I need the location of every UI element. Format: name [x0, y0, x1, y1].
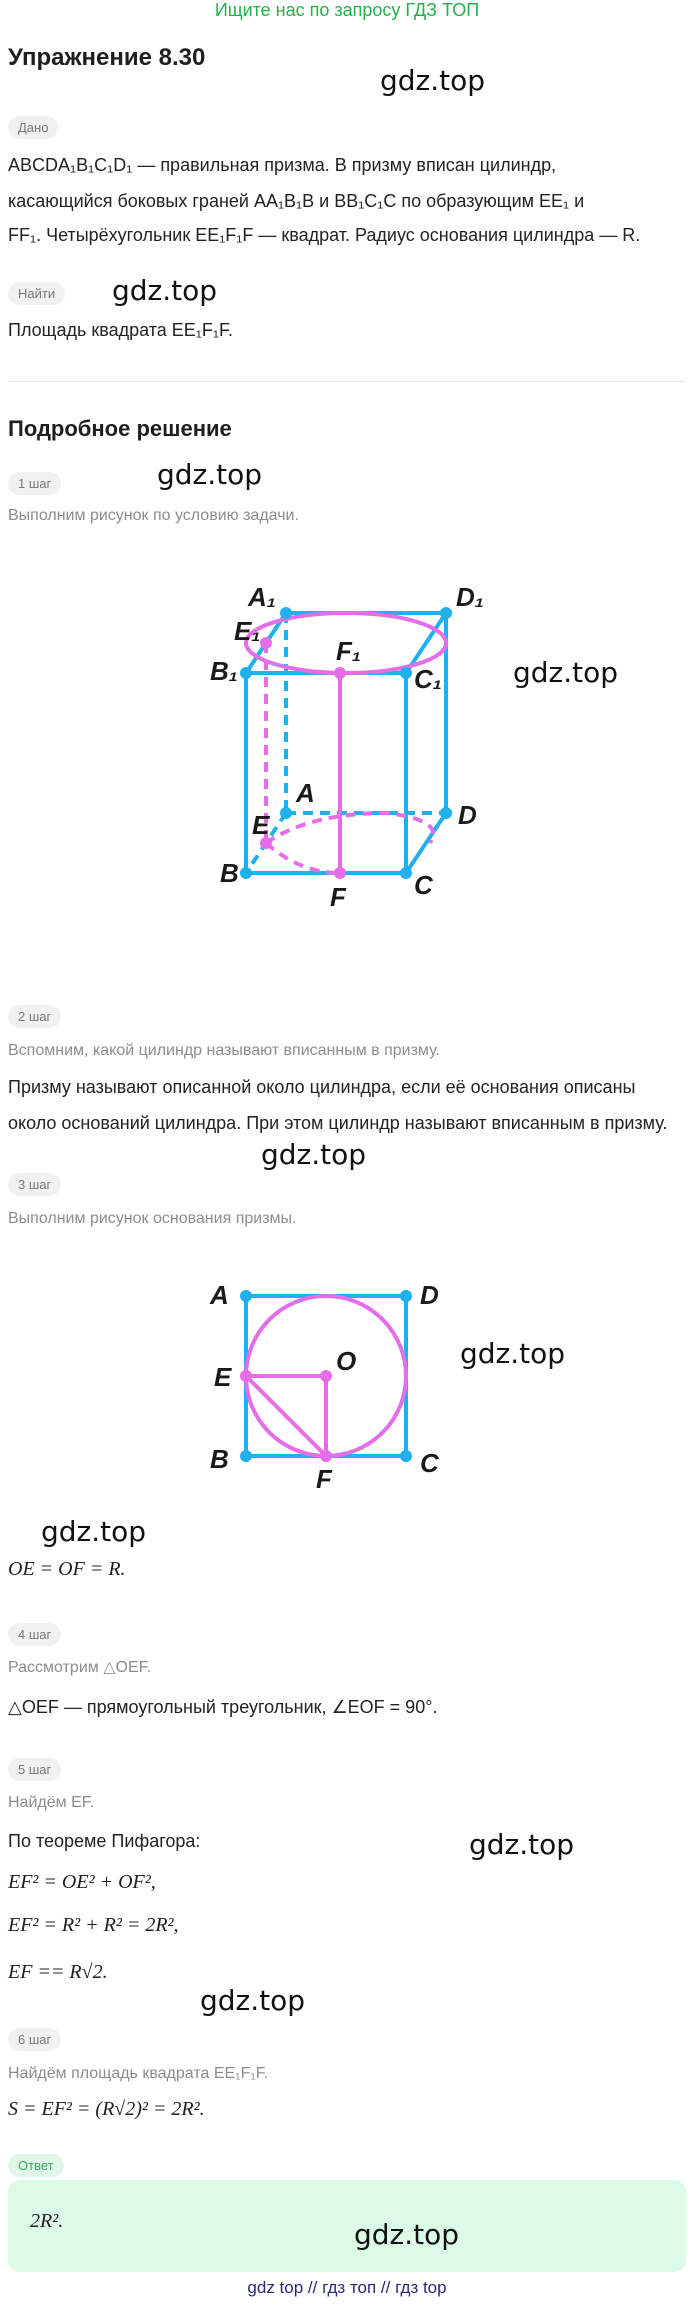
answer-badge: Ответ — [8, 2154, 64, 2177]
equation: S = EF² = (R√2)² = 2R². — [8, 2098, 205, 2120]
step-description: Найдём EF. — [8, 1794, 95, 1811]
watermark: gdz.top — [157, 458, 263, 491]
label-C: C — [420, 1448, 439, 1478]
watermark: gdz.top — [380, 64, 486, 97]
label-D: D — [420, 1280, 439, 1310]
search-banner: Ищите нас по запросу ГДЗ ТОП — [214, 0, 480, 20]
label-B1: B₁ — [210, 656, 238, 686]
watermark: gdz.top — [460, 1337, 566, 1370]
label-A: A — [210, 1280, 229, 1310]
answer-box — [8, 2180, 686, 2272]
find-text: Площадь квадрата EE₁F₁F. — [8, 320, 233, 340]
equation: EF² = OE² + OF², — [8, 1871, 156, 1893]
label-E: E — [252, 810, 270, 840]
footer-links[interactable]: gdz top // гдз топ // гдз top — [247, 2278, 447, 2297]
step-description: Выполним рисунок по условию задачи. — [8, 507, 299, 524]
step-badge: 5 шаг — [8, 1758, 61, 1781]
watermark: gdz.top — [200, 1984, 306, 2017]
label-A1: A₁ — [248, 582, 276, 612]
answer-value: 2R². — [30, 2210, 64, 2232]
watermark: gdz.top — [41, 1515, 147, 1548]
label-D: D — [458, 800, 477, 830]
given-line-1: ABCDA₁B₁C₁D₁ — правильная призма. В призму вписан цилиндр, — [8, 155, 557, 175]
watermark: gdz.top — [112, 274, 218, 307]
label-O: O — [336, 1346, 357, 1376]
exercise-title: Упражнение 8.30 — [8, 44, 206, 71]
given-line-3: FF₁. Четырёхугольник EE₁F₁F — квадрат. Радиус основания цилиндра — R. — [8, 225, 641, 245]
solution-heading: Подробное решение — [8, 416, 232, 441]
step-body-line: По теореме Пифагора: — [8, 1831, 201, 1851]
given-line-2: касающийся боковых граней AA₁B₁B и BB₁C₁C по образующим EE₁ и — [8, 191, 585, 211]
watermark: gdz.top — [469, 1828, 575, 1861]
step-description: Вспомним, какой цилиндр называют вписанным в призму. — [8, 1042, 440, 1059]
step-body-line: Призму называют описанной около цилиндра, если её основания описаны — [8, 1077, 636, 1097]
step-badge: 6 шаг — [8, 2028, 61, 2051]
step-badge: 4 шаг — [8, 1623, 61, 1646]
label-C: C — [414, 870, 433, 900]
equation: EF == R√2. — [8, 1961, 108, 1983]
step-badge: 2 шаг — [8, 1005, 61, 1028]
step-description: Найдём площадь квадрата EE₁F₁F. — [8, 2065, 269, 2082]
step-badge: 1 шаг — [8, 472, 61, 495]
step-body-line: △OEF — прямоугольный треугольник, ∠EOF = 90°. — [8, 1697, 438, 1717]
label-B: B — [210, 1444, 229, 1474]
label-B: B — [220, 858, 239, 888]
label-E1: E₁ — [234, 616, 261, 646]
prism-figure — [200, 570, 500, 920]
label-E: E — [214, 1362, 232, 1392]
label-F: F — [316, 1464, 332, 1494]
divider — [8, 381, 686, 382]
equation: OE = OF = R. — [8, 1558, 126, 1580]
find-badge: Найти — [8, 282, 65, 305]
label-F1: F₁ — [336, 636, 362, 666]
label-C1: C₁ — [414, 664, 442, 694]
watermark: gdz.top — [513, 656, 619, 689]
step-description: Выполним рисунок основания призмы. — [8, 1210, 297, 1227]
label-F: F — [330, 882, 346, 912]
label-A: A — [296, 778, 315, 808]
watermark: gdz.top — [354, 2218, 460, 2251]
equation: EF² = R² + R² = 2R², — [8, 1914, 179, 1936]
step-description: Рассмотрим △OEF. — [8, 1659, 152, 1676]
label-D1: D₁ — [456, 582, 484, 612]
base-figure — [200, 1262, 460, 1502]
step-body-line: около оснований цилиндра. При этом цилиндр называют вписанным в призму. — [8, 1113, 668, 1133]
watermark: gdz.top — [261, 1138, 367, 1171]
step-badge: 3 шаг — [8, 1173, 61, 1196]
given-badge: Дано — [8, 116, 58, 139]
